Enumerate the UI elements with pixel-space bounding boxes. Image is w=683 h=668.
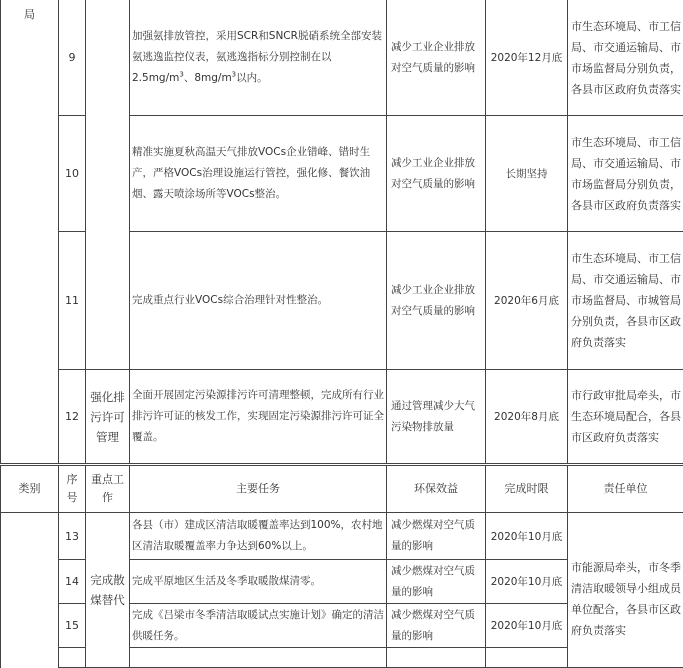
main-task-cell: 完成《吕梁市冬季清洁取暖试点实施计划》确定的清洁供暖任务。 xyxy=(130,604,387,648)
responsible-cell: 市生态环境局、市工信局、市交通运输局、市市场监督局、市城管局分别负责，各县市区政府负责落实 xyxy=(568,232,683,370)
deadline-cell-empty xyxy=(486,648,568,668)
main-task-cell: 完成重点行业VOCs综合治理针对性整治。 xyxy=(130,232,387,370)
row-number: 12 xyxy=(59,370,86,464)
row-number: 11 xyxy=(59,232,86,370)
row-number-empty xyxy=(59,648,86,668)
deadline-cell: 2020年10月底 xyxy=(486,604,568,648)
row-number: 15 xyxy=(59,604,86,648)
main-task-cell: 各县（市）建成区清洁取暖覆盖率达到100%，农村地区清洁取暖覆盖率力争达到60%以上。 xyxy=(130,513,387,560)
effect-cell: 减少工业企业排放对空气质量的影响 xyxy=(387,116,486,232)
effect-cell: 减少燃煤对空气质量的影响 xyxy=(387,513,486,560)
row-number: 14 xyxy=(59,560,86,604)
header-category: 类别 xyxy=(1,466,59,513)
row-number: 9 xyxy=(59,0,86,116)
key-work-cell: 强化排污许可管理 xyxy=(86,370,130,464)
deadline-cell: 2020年8月底 xyxy=(486,370,568,464)
effect-cell: 减少燃煤对空气质量的影响 xyxy=(387,604,486,648)
table-row xyxy=(1,513,683,560)
key-work-cell: 完成散煤替代 xyxy=(86,513,130,668)
category-cell: 局 xyxy=(1,0,59,464)
key-work-cell-empty xyxy=(86,0,130,232)
table-row xyxy=(1,232,683,370)
row-number: 10 xyxy=(59,116,86,232)
responsible-cell: 市能源局牵头，市冬季清洁取暖领导小组成员单位配合，各县市区政府负责落实 xyxy=(568,513,683,668)
main-task-cell: 全面开展固定污染源排污许可清理整顿，完成所有行业排污许可证的核发工作，实现固定污染源排污许可证全覆盖。 xyxy=(130,370,387,464)
main-task-cell: 完成平原地区生活及冬季取暖散煤清零。 xyxy=(130,560,387,604)
header-key-work: 重点工作 xyxy=(86,466,130,513)
deadline-cell: 长期坚持 xyxy=(486,116,568,232)
responsible-cell: 市行政审批局牵头，市生态环境局配合，各县市区政府负责落实 xyxy=(568,370,683,464)
deadline-cell: 2020年10月底 xyxy=(486,560,568,604)
header-effect: 环保效益 xyxy=(387,466,486,513)
effect-cell-empty xyxy=(387,648,486,668)
header-responsible: 责任单位 xyxy=(568,466,683,513)
effect-cell: 减少工业企业排放对空气质量的影响 xyxy=(387,232,486,370)
header-main-task: 主要任务 xyxy=(130,466,387,513)
responsible-cell: 市生态环境局、市工信局、市交通运输局、市市场监督局分别负责，各县市区政府负责落实 xyxy=(568,116,683,232)
deadline-cell: 2020年6月底 xyxy=(486,232,568,370)
effect-cell: 通过管理减少大气污染物排放量 xyxy=(387,370,486,464)
table-row xyxy=(1,0,683,116)
lower-task-table xyxy=(0,465,683,668)
table-row xyxy=(1,370,683,464)
main-task-cell: 加强氨排放管控，采用SCR和SNCR脱硝系统全部安装氨逃逸监控仪表，氨逃逸指标分别控制在以$2.5mg/m^3$、$8mg/m^3$以内。 xyxy=(130,0,387,116)
effect-cell: 减少燃煤对空气质量的影响 xyxy=(387,560,486,604)
responsible-cell: 市生态环境局、市工信局、市交通运输局、市市场监督局分别负责，各县市区政府负责落实 xyxy=(568,0,683,116)
deadline-cell: 2020年10月底 xyxy=(486,513,568,560)
table-header-row xyxy=(1,466,683,513)
category-cell-empty xyxy=(1,513,59,668)
deadline-cell: 2020年12月底 xyxy=(486,0,568,116)
header-number: 序号 xyxy=(59,466,86,513)
header-deadline: 完成时限 xyxy=(486,466,568,513)
main-task-cell-empty xyxy=(130,648,387,668)
effect-cell: 减少工业企业排放对空气质量的影响 xyxy=(387,0,486,116)
row-number: 13 xyxy=(59,513,86,560)
main-task-cell: 精准实施夏秋高温天气排放VOCs企业错峰、错时生产，严格VOCs治理设施运行管控，强化修、餐饮油烟、露天喷涂场所等VOCs整治。 xyxy=(130,116,387,232)
key-work-cell-empty xyxy=(86,232,130,370)
